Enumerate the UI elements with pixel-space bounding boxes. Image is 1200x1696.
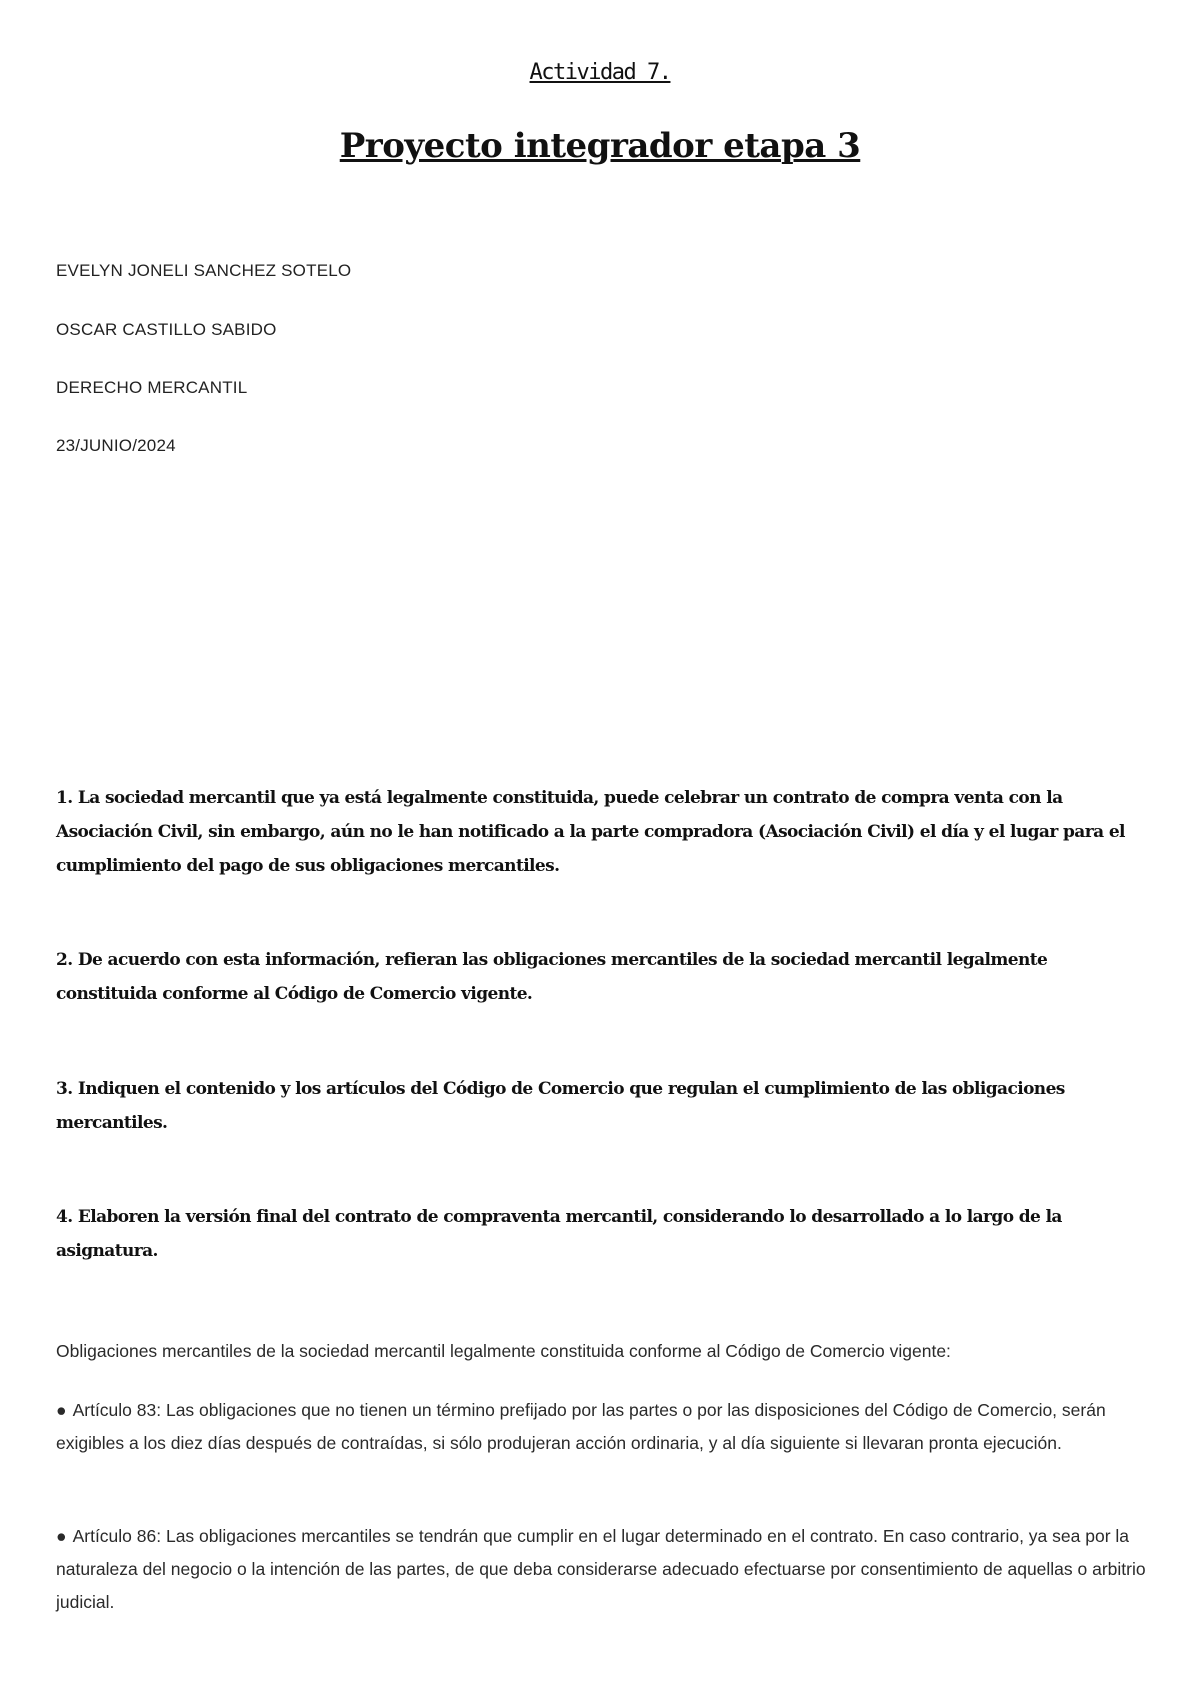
question-2: 2. De acuerdo con esta información, refieran las obligaciones mercantiles de la sociedad mercantil legalmente constituida conforme al Código de Comercio vigente. bbox=[56, 950, 1048, 1004]
article-83-text: Artículo 83: Las obligaciones que no tienen un término prefijado por las partes o por las disposiciones del Código de Comercio, serán exigibles a los diez días después de contraídas, si sólo produjeran acción ordinaria, y al día siguiente si llevaran pronta ejecución. bbox=[56, 1400, 1106, 1453]
subject-name: DERECHO MERCANTIL bbox=[56, 378, 248, 397]
question-1: 1. La sociedad mercantil que ya está legalmente constituida, puede celebrar un contrato de compra venta con la Asociación Civil, sin embargo, aún no le han notificado a la parte compradora (Asociación Civil) el día y el lugar para el cumplimiento del pago de sus obligaciones mercantiles. bbox=[56, 788, 1125, 876]
bullet-icon: ● bbox=[56, 1400, 67, 1420]
question-3: 3. Indiquen el contenido y los artículos del Código de Comercio que regulan el cumplimiento de las obligaciones mercantiles. bbox=[56, 1079, 1065, 1133]
obligations-intro: Obligaciones mercantiles de la sociedad mercantil legalmente constituida conforme al Código de Comercio vigente: bbox=[56, 1341, 951, 1361]
article-86-text: Artículo 86: Las obligaciones mercantiles se tendrán que cumplir en el lugar determinado en el contrato. En caso contrario, ya sea por la naturaleza del negocio o la intención de las partes, de que deba considerarse adecuado efectuarse por consentimiento de aquellas o arbitrio judicial. bbox=[56, 1526, 1146, 1612]
teacher-name: OSCAR CASTILLO SABIDO bbox=[56, 320, 277, 339]
page-title: Proyecto integrador etapa 3 bbox=[339, 126, 861, 166]
activity-label: Actividad 7. bbox=[529, 60, 671, 85]
question-4: 4. Elaboren la versión final del contrato de compraventa mercantil, considerando lo desarrollado a lo largo de la asignatura. bbox=[56, 1207, 1062, 1261]
list-item bbox=[56, 1520, 1146, 1619]
student-name: EVELYN JONELI SANCHEZ SOTELO bbox=[56, 261, 352, 280]
list-item bbox=[56, 1394, 1146, 1460]
document-date: 23/JUNIO/2024 bbox=[56, 436, 176, 455]
bullet-icon: ● bbox=[56, 1526, 67, 1546]
